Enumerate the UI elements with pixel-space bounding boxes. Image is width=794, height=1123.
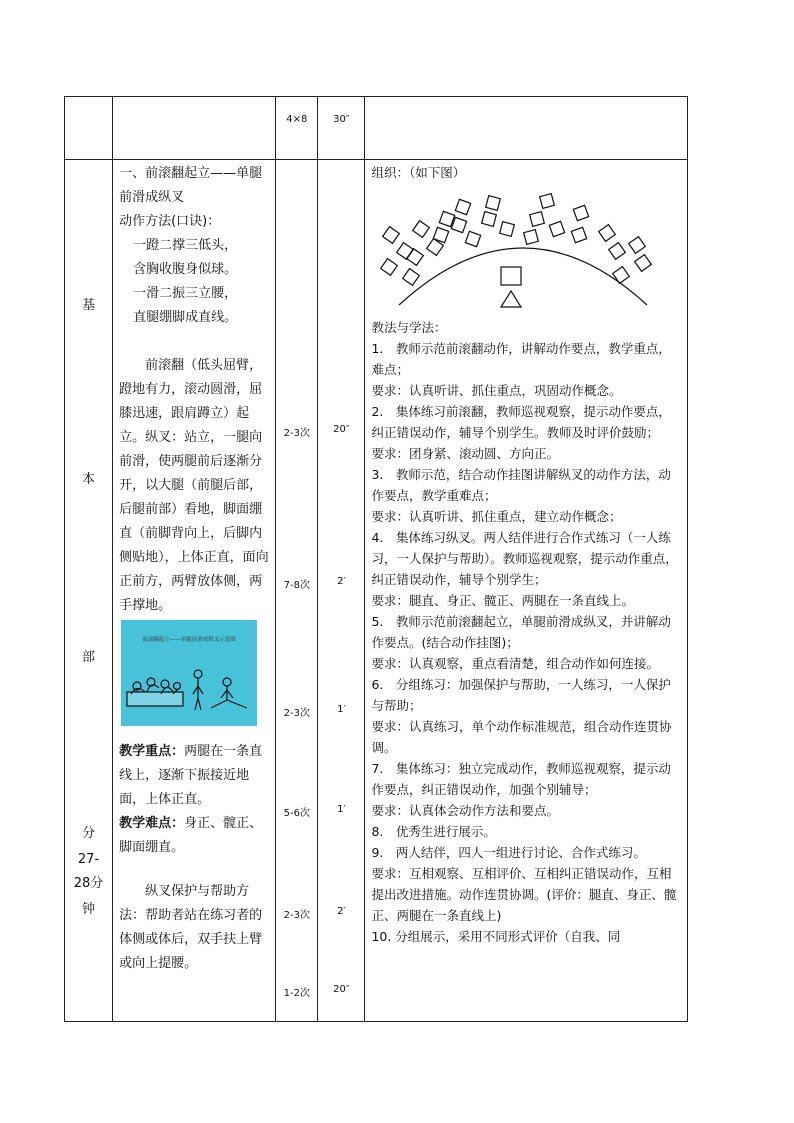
method-item: 要求：腿直、身正、髋正、两腿在一条直线上。 — [371, 593, 634, 608]
top-duration: 30″ — [333, 114, 350, 125]
part-char-4: 分 — [82, 826, 96, 841]
part-char-2: 本 — [82, 472, 96, 487]
difficulty-text: 身正、髋正、脚面绷直。 — [119, 816, 263, 855]
gymnast-figures-icon — [121, 620, 257, 726]
rhyme-line-4: 直腿绷脚成直线。 — [133, 310, 238, 325]
method-item: 7. 集体练习：独立完成动作，教师巡视观察，提示动作要点，纠正错误动作，加强个别辅导； — [371, 761, 671, 797]
schedule-duration-4: 1′ — [337, 804, 346, 815]
schedule-duration-2: 2′ — [337, 576, 346, 587]
rhyme-line-2: 含胸收腹身似球。 — [133, 262, 238, 277]
method-item: 8. 优秀生进行展示。 — [371, 824, 496, 839]
method-item: 10. 分组展示，采用不同形式评价（自我、同 — [371, 929, 621, 944]
key-point-label: 教学重点： — [119, 744, 185, 759]
top-part-cell — [65, 97, 113, 160]
top-row — [65, 97, 688, 160]
part-label-cell — [65, 160, 113, 1022]
difficulty-label: 教学难点： — [119, 816, 185, 831]
method-list — [371, 338, 683, 947]
method-heading-2: 教法与学法： — [371, 320, 447, 335]
method-item: 要求：团身紧、滚动圆、方向正。 — [371, 446, 559, 461]
difficulty — [119, 812, 271, 860]
method-item: 要求：认真练习，单个动作标准规范，组合动作连贯协调。 — [371, 719, 672, 755]
method-item: 5. 教师示范前滚翻起立，单腿前滑成纵叉，并讲解动作要点。(结合动作挂图)； — [371, 614, 671, 650]
schedule-duration-3: 1′ — [337, 704, 346, 715]
method-cell — [365, 160, 688, 1022]
main-row — [65, 160, 688, 1022]
action-description: 前滚翻（低头屈臂，蹬地有力，滚动圆滑，屈膝迅速，跟肩蹲立）起立。纵叉：站立，一腿向前滑，使两腿前后逐渐分开，以大腿（前腿后部，后腿前部）看地，脚面绷直（前脚背向上，后脚内侧贴地），上体正直，面向正前方，两臂放体侧，两手撑地。 — [119, 358, 269, 613]
schedule-reps-1: 2-3次 — [283, 428, 311, 439]
part-time-3: 钟 — [82, 902, 96, 917]
formation-diagram-icon — [375, 183, 675, 315]
method-item: 要求：互相观察、互相评价、互相纠正错误动作，互相提出改进措施。动作连贯协调。(评价：腿直、身正、髋正、两腿在一条直线上) — [371, 866, 677, 923]
rhyme-line-1: 一蹬二撑三低头， — [133, 238, 238, 253]
lesson-plan-table — [64, 96, 688, 1022]
protection-method: 纵叉保护与帮助方法：帮助者站在练习者的体侧或体后，双手扶上臂或向上提腰。 — [119, 884, 263, 971]
schedule-duration-1: 20″ — [333, 424, 350, 435]
top-method-cell — [365, 97, 688, 160]
duration-cell — [318, 160, 365, 1022]
action-illustration — [121, 620, 257, 726]
top-reps: 4×8 — [286, 114, 308, 125]
reps-cell — [276, 160, 318, 1022]
top-duration-cell — [318, 97, 365, 160]
method-item: 要求：认真听讲、抓住重点，建立动作概念； — [371, 509, 622, 524]
method-item: 2. 集体练习前滚翻，教师巡视观察，提示动作要点，纠正错误动作，辅导个别学生。教师及时评价鼓励； — [371, 404, 671, 440]
key-point — [119, 740, 271, 812]
method-item: 要求：认真听讲、抓住重点，巩固动作概念。 — [371, 383, 622, 398]
schedule-duration-5: 2′ — [337, 906, 346, 917]
part-time-1: 27- — [77, 852, 100, 867]
part-char-3: 部 — [82, 650, 96, 665]
top-content-cell — [113, 97, 276, 160]
part-char-1: 基 — [82, 298, 96, 313]
method-item: 9. 两人结伴，四人一组进行讨论、合作式练习。 — [371, 845, 646, 860]
method-item: 要求：认真观察，重点看清楚，组合动作如何连接。 — [371, 656, 659, 671]
method-item: 1. 教师示范前滚翻动作，讲解动作要点，教学重点，难点； — [371, 341, 671, 377]
key-point-text: 两腿在一条直线上，逐渐下振接近地面，上体正直。 — [119, 744, 263, 807]
part-time-2: 28分 — [73, 876, 104, 891]
method-item: 3. 教师示范，结合动作挂图讲解纵叉的动作方法，动作要点，教学重难点； — [371, 467, 671, 503]
illustration-caption: 前滚翻起立——单腿前滑成纵叉示意图 — [142, 637, 236, 643]
method-item: 4. 集体练习纵叉。两人结伴进行合作式练习（一人练习，一人保护与帮助）。教师巡视观察，提示动作重点，纠正错误动作，辅导个别学生； — [371, 530, 678, 587]
method-item: 6. 分组练习：加强保护与帮助，一人练习，一人保护与帮助； — [371, 677, 671, 713]
content-title: 一、前滚翻起立——单腿前滑成纵叉 — [119, 166, 263, 205]
schedule-reps-3: 2-3次 — [283, 708, 311, 719]
schedule-duration-6: 20″ — [333, 984, 350, 995]
content-cell — [113, 160, 276, 1022]
schedule-reps-6: 1-2次 — [283, 988, 311, 999]
method-heading: 动作方法(口诀)： — [119, 214, 221, 229]
rhyme-line-3: 一滑二振三立腰， — [133, 286, 238, 301]
schedule-reps-5: 2-3次 — [283, 910, 311, 921]
top-reps-cell — [276, 97, 318, 160]
organization-label: 组织：（如下图） — [371, 165, 466, 180]
method-item: 要求：认真体会动作方法和要点。 — [371, 803, 559, 818]
schedule-reps-2: 7-8次 — [283, 580, 311, 591]
schedule-reps-4: 5-6次 — [283, 808, 311, 819]
